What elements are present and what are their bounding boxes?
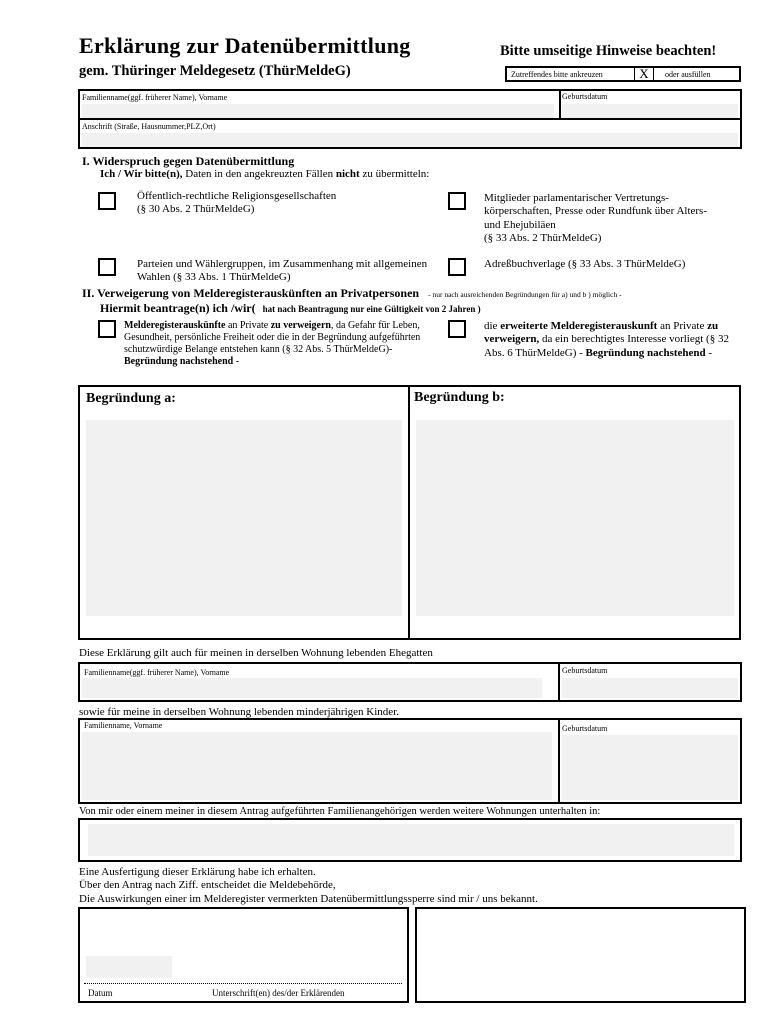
children-name-input[interactable] [82, 732, 552, 800]
option-parliament-text: Mitglieder parlamentarischer Vertretungs-körperschaften, Presse oder Rundfunk über Alters- und Ehejubiläen [484, 192, 707, 231]
spouse-name-input[interactable] [82, 678, 542, 698]
option-refuse-a [124, 320, 444, 368]
option-parliament-press [484, 192, 724, 245]
refuse-b-bold-1: erweiterte Melderegisterauskunft [500, 320, 658, 332]
children-birth-label: Geburtsdatum [562, 724, 608, 733]
residences-input[interactable] [88, 824, 734, 856]
signature-line [84, 983, 402, 984]
signature-label: Unterschrift(en) des/der Erklärenden [212, 988, 345, 998]
mark-suffix: oder ausfüllen [665, 70, 711, 79]
refuse-a-bold-3: Begründung nachstehend [124, 356, 234, 367]
footer-line-2: Über den Antrag nach Ziff. entscheidet die Meldebehörde, [79, 879, 336, 891]
name-input[interactable] [82, 104, 554, 118]
refuse-a-text-3: - [235, 356, 240, 367]
footer-line-3: Die Auswirkungen einer im Melderegister vermerkten Datenübermittlungssperre sind mir / uns bekannt. [79, 893, 538, 905]
section2-intro-text: Hiermit beantrage(n) ich /wir( [100, 301, 256, 315]
mark-label: Zutreffendes bitte ankreuzen [511, 70, 603, 79]
option-religion-text: Öffentlich-rechtliche Religionsgesellschaften [137, 190, 337, 202]
option-religion [137, 190, 407, 217]
intro-b: Daten in den angekreuzten Fällen [185, 168, 334, 180]
intro-c: nicht [335, 168, 360, 180]
checkbox-parties[interactable] [98, 258, 116, 276]
reason-a-input[interactable] [86, 420, 402, 616]
refuse-b-bold-2: zu verweigern, [484, 320, 719, 346]
refuse-b-text-4: - [579, 346, 583, 359]
option-parties: Parteien und Wählergruppen, im Zusammenhang mit allgemeinen Wahlen (§ 33 Abs. 1 ThürMeldeG) [137, 258, 428, 284]
children-name-label: Familienname, Vorname [84, 721, 163, 730]
footer-line-1: Eine Ausfertigung dieser Erklärung habe ich erhalten. [79, 866, 316, 878]
section1-heading: I. Widerspruch gegen Datenübermittlung [82, 154, 295, 168]
checkbox-religion[interactable] [98, 192, 116, 210]
reason-b-label: Begründung b: [414, 390, 505, 405]
intro-d: zu übermitteln: [362, 168, 430, 180]
marking-legend [505, 66, 741, 82]
spouse-birth-input[interactable] [562, 678, 738, 698]
section2-heading-text: II. Verweigerung von Melderegisterauskünften an Privatpersonen [82, 286, 420, 300]
spouse-text: Diese Erklärung gilt auch für meinen in derselben Wohnung lebenden Ehegatten [79, 647, 433, 659]
refuse-b-text-1: die [484, 320, 498, 332]
section2-intro-note: hat nach Beantragung nur eine Gültigkeit von 2 Jahren ) [262, 304, 481, 314]
refuse-a-text-1: an Private [227, 320, 269, 331]
refuse-a-bold-1: Melderegisterauskünfte [124, 320, 226, 331]
residences-text: Von mir oder einem meiner in diesem Antrag aufgeführten Familienangehörigen werden weitere Wohnungen unterhalten in: [79, 806, 601, 817]
refuse-b-text-2: an Private [660, 320, 705, 332]
section1-intro [100, 168, 429, 180]
children-text: sowie für meine in derselben Wohnung lebenden minderjährigen Kinder. [79, 706, 399, 718]
birthdate-input[interactable] [562, 104, 738, 118]
address-label: Anschrift (Straße, Hausnummer,PLZ,Ort) [82, 122, 216, 131]
refuse-b-text-3: da ein berechtigtes Interesse vorliegt (§ 32 Abs. 6 ThürMeldeG) [484, 333, 729, 359]
refuse-b-bold-3: Begründung nachstehend [585, 346, 706, 359]
option-parliament-ref: (§ 33 Abs. 2 ThürMeldeG) [484, 231, 602, 244]
date-input[interactable] [86, 956, 172, 978]
authority-box [415, 907, 746, 1003]
checkbox-refuse-b[interactable] [448, 320, 466, 338]
name-label: Familienname(ggf. früherer Name), Vorname [82, 93, 228, 102]
checkbox-refuse-a[interactable] [98, 320, 116, 338]
section2-heading-note: - nur nach ausreichenden Begründungen für a) und b ) möglich - [428, 290, 622, 299]
refuse-a-bold-2: zu verweigern [270, 320, 331, 331]
checkbox-address-books[interactable] [448, 258, 466, 276]
refuse-b-text-5: - [708, 346, 713, 359]
mark-symbol: X [634, 67, 654, 81]
checkbox-parliament-press[interactable] [448, 192, 466, 210]
address-input[interactable] [82, 133, 738, 147]
intro-a: Ich / Wir bitte(n), [100, 168, 183, 180]
option-religion-ref: (§ 30 Abs. 2 ThürMeldeG) [137, 203, 255, 216]
reason-b-input[interactable] [416, 420, 734, 616]
page-subtitle: gem. Thüringer Meldegesetz (ThürMeldeG) [79, 63, 351, 79]
reason-a-label: Begründung a: [86, 391, 176, 406]
spouse-birth-label: Geburtsdatum [562, 666, 608, 675]
section2-heading [82, 286, 622, 301]
option-address-books: Adreßbuchverlage (§ 33 Abs. 3 ThürMeldeG) [484, 258, 686, 270]
option-refuse-b [484, 320, 729, 360]
refuse-a-text-2: , da Gefahr für Leben, Gesundheit, persönliche Freiheit oder die in der Begründung aufgeführten schutzwürdige Belange entstehen kann (§ 32 Abs. 5 ThürMeldeG)- [124, 320, 421, 355]
section2-intro [100, 301, 481, 316]
page-title: Erklärung zur Datenübermittlung [79, 33, 411, 58]
children-birth-input[interactable] [562, 735, 738, 800]
date-label: Datum [88, 988, 113, 998]
birthdate-label: Geburtsdatum [562, 92, 608, 101]
instruction-note: Bitte umseitige Hinweise beachten! [500, 43, 717, 59]
spouse-name-label: Familienname(ggf. früherer Name), Vorname [84, 668, 230, 677]
